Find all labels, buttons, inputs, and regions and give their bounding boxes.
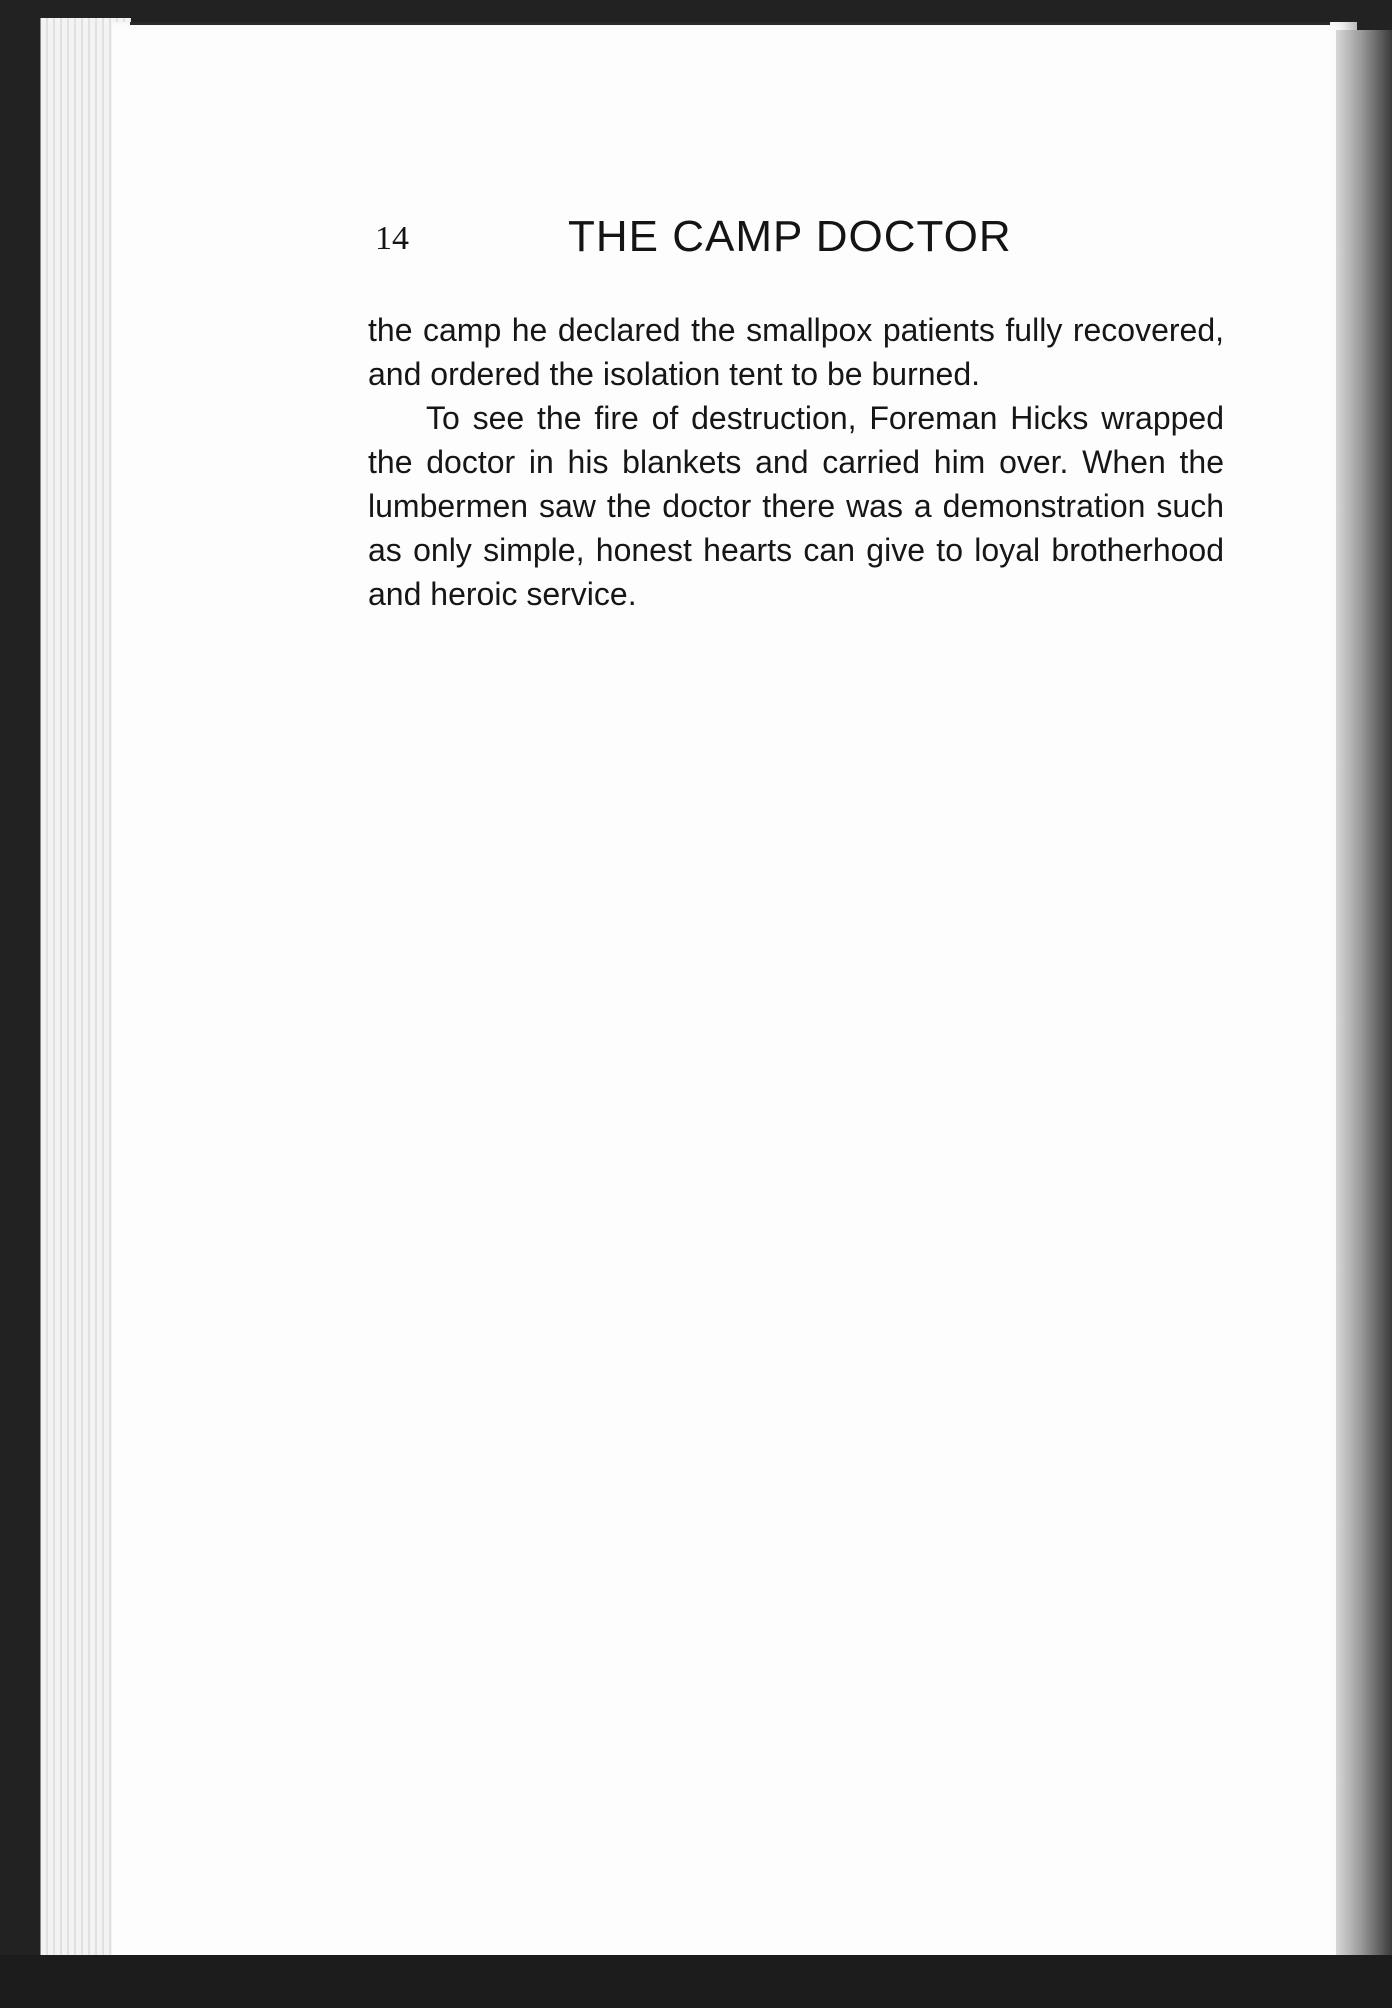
- paragraph: the camp he declared the smallpox patients fully recovered, and ordered the isolation tent to be burned.: [368, 312, 1224, 392]
- running-head: [375, 212, 1045, 272]
- scan-bottom-border: [0, 1955, 1392, 2008]
- paragraph: To see the fire of destruction, Foreman Hicks wrapped the doctor in his blankets and carried him over. When the lumbermen saw the doctor there was a demonstration such as only simple, honest hearts can give to loyal brotherhood and heroic service.: [368, 400, 1224, 612]
- body-text: [368, 308, 1224, 616]
- running-title: THE CAMP DOCTOR: [568, 212, 1012, 261]
- page-number: 14: [375, 220, 409, 257]
- page-top-edge: [130, 22, 1330, 25]
- page-gutter-shadow: [1336, 30, 1392, 1970]
